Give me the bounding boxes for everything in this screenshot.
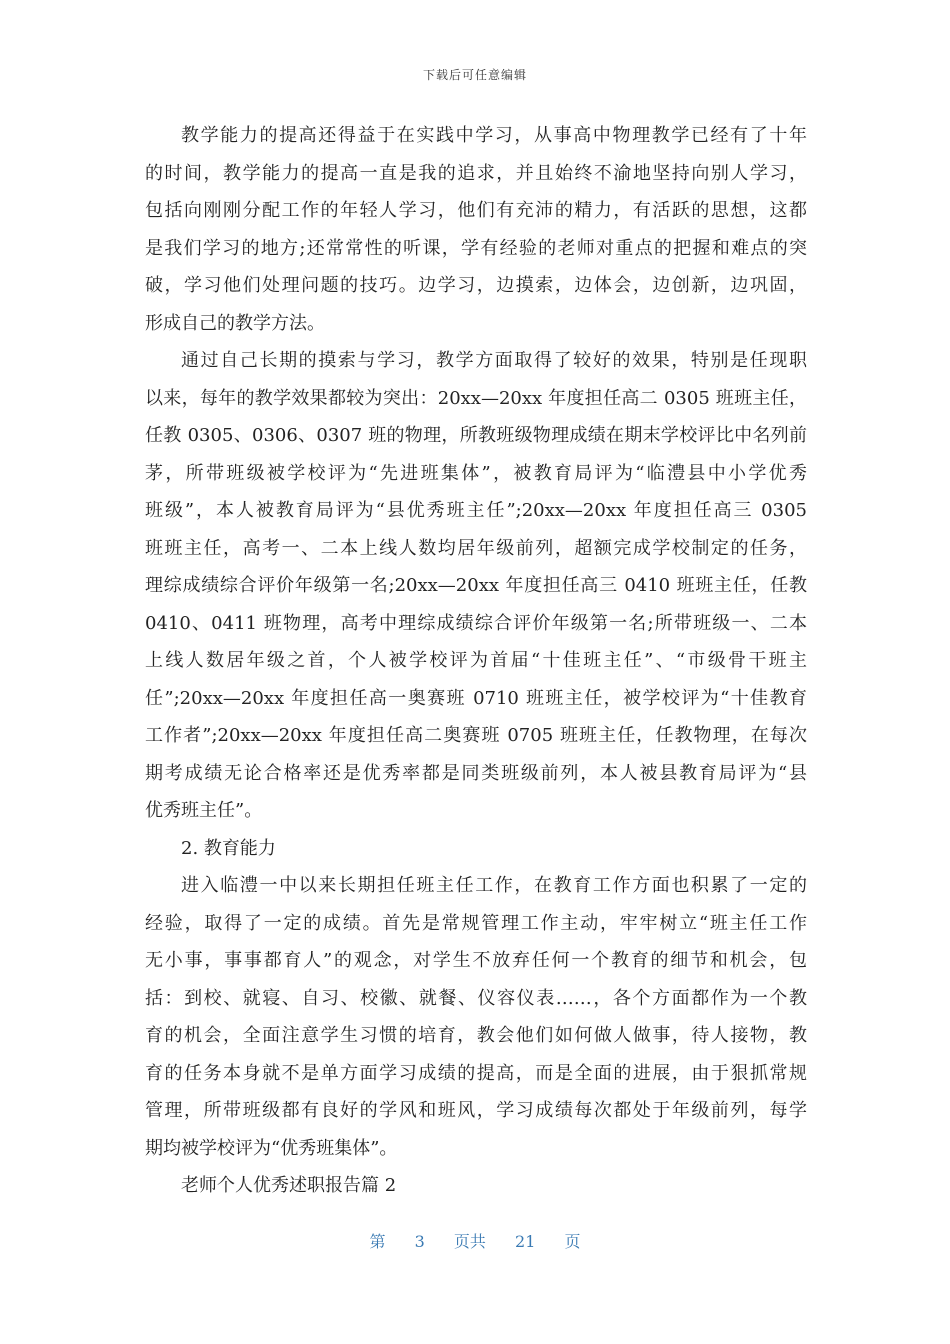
text-line: 任”;20xx—20xx 年度担任高一奥赛班 0710 班班主任，被学校评为“十佳教育 [145,687,807,709]
text-line: 形成自己的教学方法。 [145,312,325,334]
text-line: 班班主任，高考一、二本上线人数均居年级前列，超额完成学校制定的任务， [145,537,807,559]
text-line: 期考成绩无论合格率还是优秀率都是同类班级前列，本人被县教育局评为“县 [145,762,807,784]
text-line: 班级”，本人被教育局评为“县优秀班主任”;20xx—20xx 年度担任高三 0305 [145,500,807,521]
text-line: 教学能力的提高还得益于在实践中学习，从事高中物理教学已经有了十年 [181,125,807,146]
text-line: 育的任务本身就不是单方面学习成绩的提高，而是全面的进展，由于狠抓常规 [145,1062,807,1084]
page-footer [0,1229,950,1252]
page-label-suffix: 页 [564,1232,581,1251]
text-line: 通过自己长期的摸索与学习，教学方面取得了较好的效果，特别是任现职 [181,350,807,371]
section-heading [145,1167,807,1205]
page-label-mid: 页共 [453,1232,486,1251]
text-line: 是我们学习的地方;还常常性的听课，学有经验的老师对重点的把握和难点的突 [145,237,807,259]
page-header: 下载后可任意编辑 [422,68,527,82]
text-line: 的时间，教学能力的提高一直是我的追求，并且始终不渝地坚持向别人学习， [145,162,807,184]
page-label-prefix: 第 [369,1232,386,1251]
text-line: 上线人数居年级之首，个人被学校评为首届“十佳班主任”、“市级骨干班主 [145,650,807,671]
text-line: 经验，取得了一定的成绩。首先是常规管理工作主动，牢牢树立“班主任工作 [145,912,807,934]
text-line: 优秀班主任”。 [145,800,263,821]
text-line: 进入临澧一中以来长期担任班主任工作，在教育工作方面也积累了一定的 [181,875,807,896]
text-line: 茅，所带班级被学校评为“先进班集体”，被教育局评为“临澧县中小学优秀 [145,462,807,484]
page-number: 3 [414,1232,425,1251]
text-line: 期均被学校评为“优秀班集体”。 [145,1137,398,1159]
text-line: 2. 教育能力 [181,837,276,859]
text-line: 0410、0411 班物理，高考中理综成绩综合评价年级第一名;所带班级一、二本 [145,612,807,634]
text-line: 理综成绩综合评价年级第一名;20xx—20xx 年度担任高三 0410 班班主任，任教 [145,575,807,596]
text-line: 老师个人优秀述职报告篇 2 [181,1175,397,1196]
section-heading [145,830,807,868]
text-line: 括：到校、就寝、自习、校徽、就餐、仪容仪表……，各个方面都作为一个教 [145,987,807,1009]
text-line: 无小事，事事都育人”的观念，对学生不放弃任何一个教育的细节和机会，包 [145,950,807,971]
total-pages: 21 [515,1232,536,1251]
paragraph [145,342,807,830]
text-line: 任教 0305、0306、0307 班的物理，所教班级物理成绩在期末学校评比中名列前 [145,425,807,446]
text-line: 工作者”;20xx—20xx 年度担任高二奥赛班 0705 班班主任，任教物理，在每次 [145,725,807,746]
text-line: 以来，每年的教学效果都较为突出：20xx—20xx 年度担任高二 0305 班班主任， [145,387,807,409]
text-line: 包括向刚刚分配工作的年轻人学习，他们有充沛的精力，有活跃的思想，这都 [145,200,807,221]
paragraph [145,867,807,1167]
paragraph [145,117,807,342]
document-body [145,117,807,1205]
text-line: 育的机会，全面注意学生习惯的培育，教会他们如何做人做事，待人接物，教 [145,1025,807,1046]
text-line: 管理，所带班级都有良好的学风和班风，学习成绩每次都处于年级前列，每学 [145,1100,807,1121]
text-line: 破，学习他们处理问题的技巧。边学习，边摸索，边体会，边创新，边巩固， [145,275,807,296]
